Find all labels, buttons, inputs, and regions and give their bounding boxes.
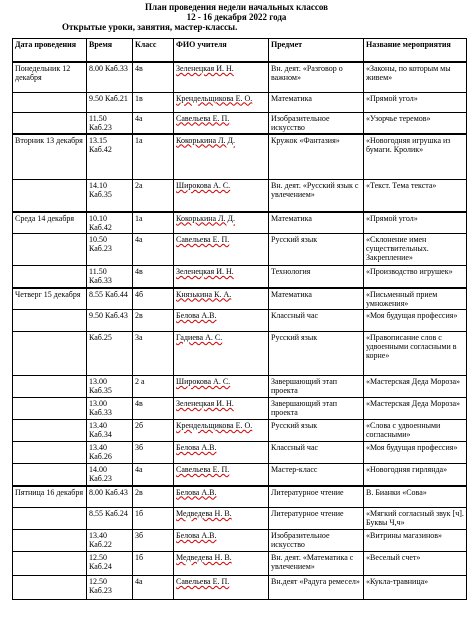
cell-time: 10.10 Каб.42 <box>87 212 133 234</box>
cell-event: «Новогодняя игрушка из бумаги. Кролик» <box>364 134 467 180</box>
cell-time: 13.00 Каб.35 <box>87 376 133 398</box>
cell-time: 9.50 Каб.43 <box>87 310 133 332</box>
cell-date <box>13 464 87 486</box>
table-row <box>13 486 467 508</box>
table-row <box>13 464 467 486</box>
cell-teacher: Гадиева А. С. <box>174 332 269 376</box>
table-row <box>13 530 467 552</box>
table-row <box>13 310 467 332</box>
table-row <box>13 376 467 398</box>
cell-date <box>13 112 87 134</box>
cell-class: 3б <box>133 442 174 464</box>
cell-teacher: Зеленецкая И. Н. <box>174 398 269 420</box>
cell-date <box>13 508 87 530</box>
cell-class: 1б <box>133 508 174 530</box>
cell-time: 8.00 Каб.33 <box>87 62 133 92</box>
cell-subject: Русский язык <box>269 234 364 266</box>
cell-date <box>13 398 87 420</box>
cell-subject: Вн. деят. «Разговор о важном» <box>269 62 364 92</box>
table-row <box>13 398 467 420</box>
header-subject: Предмет <box>269 39 364 63</box>
cell-time: 13.15 Каб.42 <box>87 134 133 180</box>
cell-subject: Мастер-класс <box>269 464 364 486</box>
cell-subject: Литературное чтение <box>269 486 364 508</box>
cell-class: 3б <box>133 530 174 552</box>
cell-date: Пятница 16 декабря <box>13 486 87 508</box>
table-row <box>13 552 467 576</box>
table-row <box>13 62 467 92</box>
cell-subject: Русский язык <box>269 420 364 442</box>
cell-event: «Прямой угол» <box>364 92 467 112</box>
cell-event: «Веселый счет» <box>364 552 467 576</box>
cell-teacher: Белова А.В. <box>174 310 269 332</box>
cell-teacher: Савельева Е. П. <box>174 464 269 486</box>
cell-time: 13.40 Каб.22 <box>87 530 133 552</box>
table-row <box>13 112 467 134</box>
cell-event: «Склонение имен существительных. Закрепление» <box>364 234 467 266</box>
cell-subject: Литературное чтение <box>269 508 364 530</box>
cell-teacher: Широкова А. С. <box>174 180 269 212</box>
cell-time: 12.50 Каб.24 <box>87 552 133 576</box>
cell-date <box>13 552 87 576</box>
cell-subject: Технология <box>269 266 364 288</box>
cell-event: «Мягкий согласный звук [ч]. Буквы Ч,ч» <box>364 508 467 530</box>
cell-subject: Вн. деят. «Русский язык с увлечением» <box>269 180 364 212</box>
cell-time: 12.50 Каб.23 <box>87 576 133 600</box>
cell-subject: Изобразительное искусство <box>269 530 364 552</box>
cell-class: 1в <box>133 92 174 112</box>
table-header-row <box>13 39 467 63</box>
cell-event: «Моя будущая профессия» <box>364 310 467 332</box>
cell-time: 10.50 Каб.23 <box>87 234 133 266</box>
cell-date: Понедельник 12 декабря <box>13 62 87 92</box>
cell-event: «Кукла-травница» <box>364 576 467 600</box>
cell-time: 8.55 Каб.44 <box>87 288 133 310</box>
cell-subject: Вн.деят «Радуга ремесел» <box>269 576 364 600</box>
cell-class: 2 а <box>133 376 174 398</box>
cell-subject: Завершающий этап проекта <box>269 376 364 398</box>
cell-subject: Вн. деят. «Математика с увлечением» <box>269 552 364 576</box>
cell-class: 2а <box>133 180 174 212</box>
cell-class: 4в <box>133 398 174 420</box>
cell-date <box>13 420 87 442</box>
table-row <box>13 134 467 180</box>
cell-date <box>13 234 87 266</box>
document-subtitle: Открытые уроки, занятия, мастер-классы. <box>62 22 238 32</box>
cell-subject: Математика <box>269 288 364 310</box>
cell-class: 1б <box>133 552 174 576</box>
cell-event: «Письменный прием умножения» <box>364 288 467 310</box>
cell-time: 13.40 Каб.34 <box>87 420 133 442</box>
cell-event: «Прямой угол» <box>364 212 467 234</box>
cell-subject: Классный час <box>269 310 364 332</box>
cell-event: В. Бианки «Сова» <box>364 486 467 508</box>
cell-teacher: Кокорькина Л. Д. <box>174 212 269 234</box>
table-row <box>13 576 467 600</box>
cell-time: Каб.25 <box>87 332 133 376</box>
table-row <box>13 92 467 112</box>
table-row <box>13 332 467 376</box>
cell-teacher: Крендельщикова Е. О. <box>174 420 269 442</box>
cell-subject: Изобразительное искусство <box>269 112 364 134</box>
cell-teacher: Зеленецкая И. Н. <box>174 266 269 288</box>
cell-class: 4а <box>133 112 174 134</box>
cell-class: 2в <box>133 486 174 508</box>
cell-event: «Моя будущая профессия» <box>364 442 467 464</box>
cell-event: «Производство игрушек» <box>364 266 467 288</box>
cell-date <box>13 376 87 398</box>
cell-time: 11.50 Каб.33 <box>87 266 133 288</box>
cell-date: Вторник 13 декабря <box>13 134 87 180</box>
cell-teacher: Крендельщикова Е. О. <box>174 92 269 112</box>
cell-class: 4а <box>133 464 174 486</box>
table-row <box>13 420 467 442</box>
cell-class: 4в <box>133 62 174 92</box>
cell-time: 8.00 Каб.43 <box>87 486 133 508</box>
cell-class: 4в <box>133 266 174 288</box>
cell-event: «Новогодняя гирлянда» <box>364 464 467 486</box>
cell-subject: Кружок «Фантазия» <box>269 134 364 180</box>
cell-subject: Русский язык <box>269 332 364 376</box>
cell-subject: Математика <box>269 92 364 112</box>
cell-teacher: Белова А.В. <box>174 486 269 508</box>
cell-teacher: Савельева Е. П. <box>174 112 269 134</box>
table-row <box>13 508 467 530</box>
header-event: Название мероприятия <box>364 39 467 63</box>
cell-date <box>13 576 87 600</box>
cell-class: 3а <box>133 332 174 376</box>
cell-teacher: Савельева Е. П. <box>174 576 269 600</box>
cell-teacher: Белова А.В. <box>174 442 269 464</box>
header-time: Время <box>87 39 133 63</box>
table-row <box>13 180 467 212</box>
cell-time: 8.55 Каб.24 <box>87 508 133 530</box>
cell-event: «Текст. Тема текста» <box>364 180 467 212</box>
cell-date <box>13 92 87 112</box>
cell-teacher: Кокорькина Л. Д. <box>174 134 269 180</box>
cell-event: «Мастерская Деда Мороза» <box>364 398 467 420</box>
cell-subject: Математика <box>269 212 364 234</box>
cell-class: 1а <box>133 212 174 234</box>
document-dates: 12 - 16 декабря 2022 года <box>186 12 287 22</box>
cell-event: «Витрины магазинов» <box>364 530 467 552</box>
cell-event: «Мастерская Деда Мороза» <box>364 376 467 398</box>
cell-date: Четверг 15 декабря <box>13 288 87 310</box>
cell-class: 1а <box>133 134 174 180</box>
cell-subject: Классный час <box>269 442 364 464</box>
cell-class: 2б <box>133 420 174 442</box>
cell-time: 9.50 Каб.21 <box>87 92 133 112</box>
cell-date <box>13 442 87 464</box>
cell-event: «Узорчье теремов» <box>364 112 467 134</box>
header-teacher: ФИО учителя <box>174 39 269 63</box>
cell-teacher: Савельева Е. П. <box>174 234 269 266</box>
cell-time: 13.40 Каб.26 <box>87 442 133 464</box>
table-row <box>13 442 467 464</box>
table-row <box>13 288 467 310</box>
cell-class: 4а <box>133 576 174 600</box>
table-row <box>13 234 467 266</box>
cell-class: 4б <box>133 288 174 310</box>
document-title: План проведения недели начальных классов <box>145 2 328 12</box>
cell-teacher: Медведева Н. В. <box>174 508 269 530</box>
cell-date <box>13 332 87 376</box>
table-row <box>13 212 467 234</box>
cell-time: 11.50 Каб.23 <box>87 112 133 134</box>
cell-teacher: Широкова А. С. <box>174 376 269 398</box>
cell-date <box>13 266 87 288</box>
cell-event: «Законы, по которым мы живем» <box>364 62 467 92</box>
cell-class: 2в <box>133 310 174 332</box>
header-date: Дата проведения <box>13 39 87 63</box>
cell-event: «Слова с удвоенными согласными» <box>364 420 467 442</box>
cell-subject: Завершающий этап проекта <box>269 398 364 420</box>
cell-date <box>13 180 87 212</box>
cell-time: 14.00 Каб.23 <box>87 464 133 486</box>
table-row <box>13 266 467 288</box>
header-class: Класс <box>133 39 174 63</box>
cell-date <box>13 310 87 332</box>
cell-time: 13.00 Каб.33 <box>87 398 133 420</box>
cell-teacher: Зеленецкая И. Н. <box>174 62 269 92</box>
cell-teacher: Князькина К. А. <box>174 288 269 310</box>
schedule-table <box>12 38 467 600</box>
cell-time: 14.10 Каб.35 <box>87 180 133 212</box>
cell-teacher: Медведева Н. В. <box>174 552 269 576</box>
cell-date: Среда 14 декабря <box>13 212 87 234</box>
cell-class: 4а <box>133 234 174 266</box>
cell-event: «Правописание слов с удвоенными согласными в корне» <box>364 332 467 376</box>
cell-teacher: Белова А.В. <box>174 530 269 552</box>
cell-date <box>13 530 87 552</box>
